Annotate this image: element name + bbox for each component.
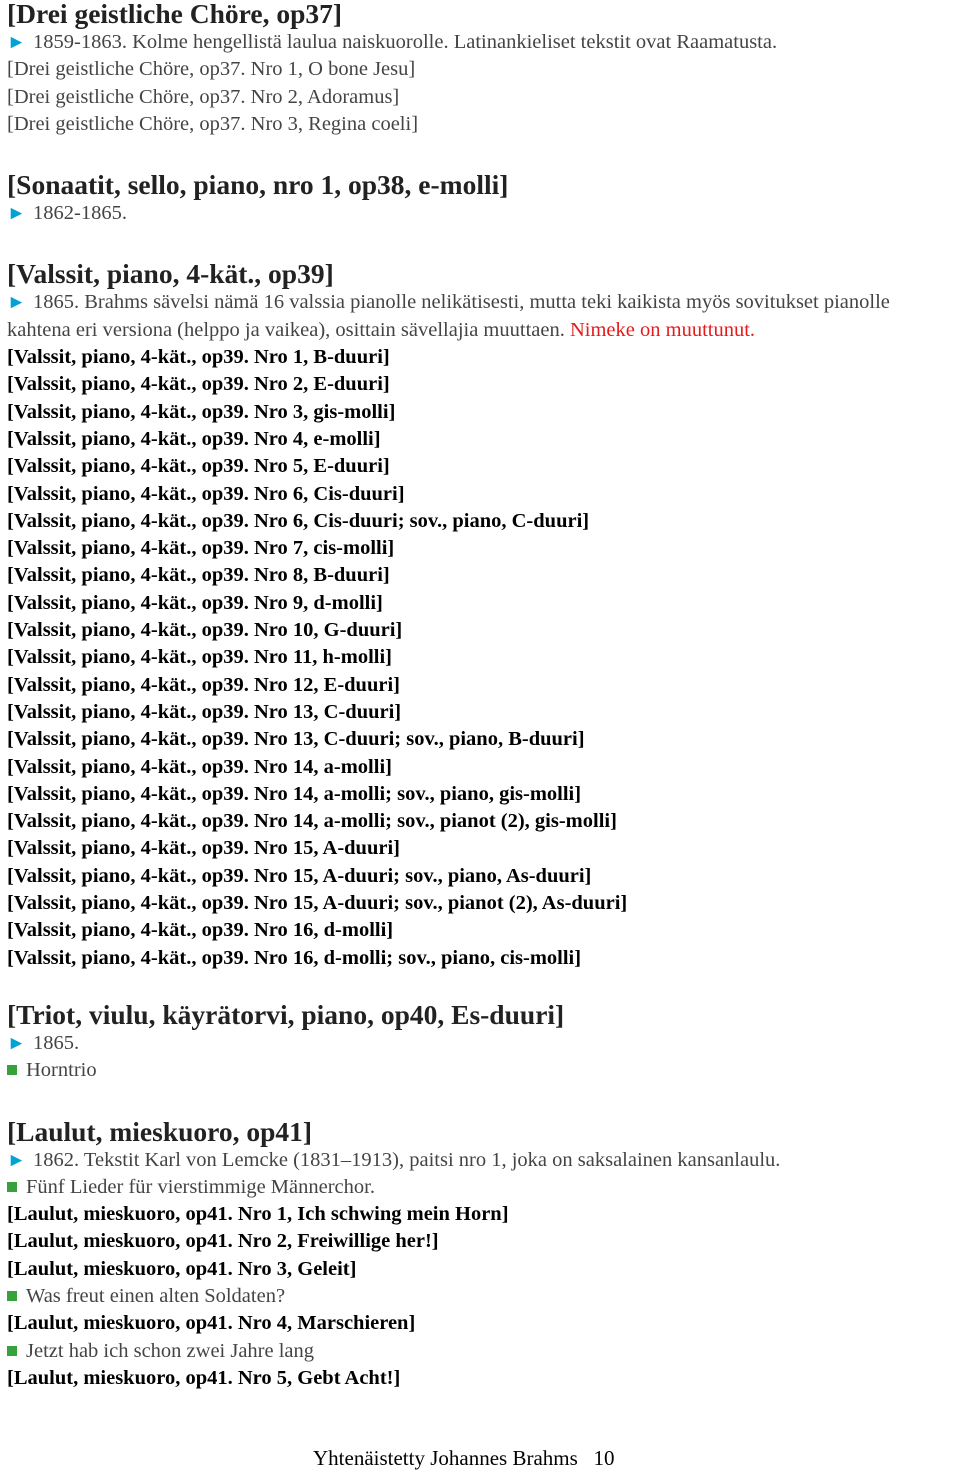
triangle-right-icon: ► [7, 32, 26, 53]
list-item: [Valssit, piano, 4-kät., op39. Nro 8, B-duuri] [7, 564, 390, 587]
list-item: [Laulut, mieskuoro, op41. Nro 3, Geleit] [7, 1257, 357, 1280]
alt-title-op41-5: Jetzt hab ich schon zwei Jahre lang [7, 1338, 957, 1365]
alt-title-op41: Fünf Lieder für vierstimmige Männerchor. [7, 1174, 957, 1201]
section-title-op40: [Triot, viulu, käyrätorvi, piano, op40, Es-duuri] [7, 998, 565, 1030]
list-item: [Valssit, piano, 4-kät., op39. Nro 12, E-duuri] [7, 673, 400, 696]
page-footer [313, 1446, 615, 1471]
section-title-op41: [Laulut, mieskuoro, op41] [7, 1115, 313, 1147]
list-item: [Laulut, mieskuoro, op41. Nro 2, Freiwillige her!] [7, 1230, 439, 1253]
page-number: 10 [593, 1446, 615, 1470]
note-op40: ► 1865. [7, 1030, 957, 1057]
list-item: [Valssit, piano, 4-kät., op39. Nro 9, d-molli] [7, 591, 383, 614]
note-op41: ► 1862. Tekstit Karl von Lemcke (1831–1913), paitsi nro 1, joka on saksalainen kansanlaulu. [7, 1147, 957, 1174]
note-op38: ► 1862-1865. [7, 200, 957, 227]
list-item: [Valssit, piano, 4-kät., op39. Nro 10, G-duuri] [7, 619, 403, 642]
note-op37: ► 1859-1863. Kolme hengellistä laulua naiskuorolle. Latinankieliset tekstit ovat Raamatusta. [7, 29, 957, 56]
list-item: [Valssit, piano, 4-kät., op39. Nro 6, Cis-duuri; sov., piano, C-duuri] [7, 509, 590, 532]
triangle-right-icon: ► [7, 292, 26, 314]
list-item: [Valssit, piano, 4-kät., op39. Nro 14, a-molli] [7, 755, 392, 778]
list-item: [Valssit, piano, 4-kät., op39. Nro 4, e-molli] [7, 427, 381, 450]
list-item: [Valssit, piano, 4-kät., op39. Nro 16, d-molli] [7, 919, 394, 942]
list-item: [Drei geistliche Chöre, op37. Nro 2, Adoramus] [7, 85, 400, 108]
note-op39: ► 1865. Brahms sävelsi nämä 16 valssia pianolle nelikätisesti, mutta teki kaikista myös sovitukset pianolle kahtena eri versiona (helppo ja vaikea), osittain sävellajia muuttaen. Nimeke on muuttunut. [7, 291, 890, 341]
list-item: [Laulut, mieskuoro, op41. Nro 5, Gebt Acht!] [7, 1366, 401, 1389]
list-item: [Valssit, piano, 4-kät., op39. Nro 13, C-duuri] [7, 700, 402, 723]
list-item: [Valssit, piano, 4-kät., op39. Nro 15, A-duuri; sov., piano, As-duuri] [7, 864, 592, 887]
list-item: [Valssit, piano, 4-kät., op39. Nro 5, E-duuri] [7, 455, 390, 478]
alt-title-op41-4: Was freut einen alten Soldaten? [7, 1283, 957, 1310]
list-item: [Valssit, piano, 4-kät., op39. Nro 14, a-molli; sov., piano, gis-molli] [7, 782, 582, 805]
footer-text: Yhtenäistetty Johannes Brahms [313, 1446, 578, 1470]
list-item: [Valssit, piano, 4-kät., op39. Nro 15, A-duuri] [7, 837, 400, 860]
triangle-right-icon: ► [7, 203, 26, 225]
list-item: [Drei geistliche Chöre, op37. Nro 3, Regina coeli] [7, 112, 419, 135]
list-item: [Valssit, piano, 4-kät., op39. Nro 11, h-molli] [7, 646, 392, 669]
list-item: [Valssit, piano, 4-kät., op39. Nro 13, C-duuri; sov., piano, B-duuri] [7, 728, 585, 751]
list-item: [Laulut, mieskuoro, op41. Nro 4, Marschieren] [7, 1312, 416, 1335]
triangle-right-icon: ► [7, 1032, 26, 1054]
list-item: [Laulut, mieskuoro, op41. Nro 1, Ich schwing mein Horn] [7, 1203, 509, 1226]
section-title-op39: [Valssit, piano, 4-kät., op39] [7, 258, 334, 290]
square-bullet-icon [7, 1346, 17, 1356]
square-bullet-icon [7, 1291, 17, 1301]
list-item: [Valssit, piano, 4-kät., op39. Nro 14, a-molli; sov., pianot (2), gis-molli] [7, 810, 617, 833]
square-bullet-icon [7, 1065, 17, 1075]
list-item: [Valssit, piano, 4-kät., op39. Nro 3, gis-molli] [7, 400, 396, 423]
list-item: [Valssit, piano, 4-kät., op39. Nro 16, d-molli; sov., piano, cis-molli] [7, 946, 582, 969]
triangle-right-icon: ► [7, 1149, 26, 1171]
title-changed-note: Nimeke on muuttunut. [569, 318, 756, 341]
document-page [7, 0, 957, 1392]
list-item: [Drei geistliche Chöre, op37. Nro 1, O bone Jesu] [7, 58, 416, 81]
square-bullet-icon [7, 1182, 17, 1192]
section-title-op37: [Drei geistliche Chöre, op37] [7, 0, 343, 29]
list-item: [Valssit, piano, 4-kät., op39. Nro 7, cis-molli] [7, 537, 395, 560]
section-title-op38: [Sonaatit, sello, piano, nro 1, op38, e-molli] [7, 169, 509, 201]
list-item: [Valssit, piano, 4-kät., op39. Nro 2, E-duuri] [7, 373, 390, 396]
list-item: [Valssit, piano, 4-kät., op39. Nro 6, Cis-duuri] [7, 482, 405, 505]
alt-title-op40: Horntrio [7, 1057, 957, 1084]
list-item: [Valssit, piano, 4-kät., op39. Nro 15, A-duuri; sov., pianot (2), As-duuri] [7, 892, 628, 915]
list-item: [Valssit, piano, 4-kät., op39. Nro 1, B-duuri] [7, 346, 390, 369]
